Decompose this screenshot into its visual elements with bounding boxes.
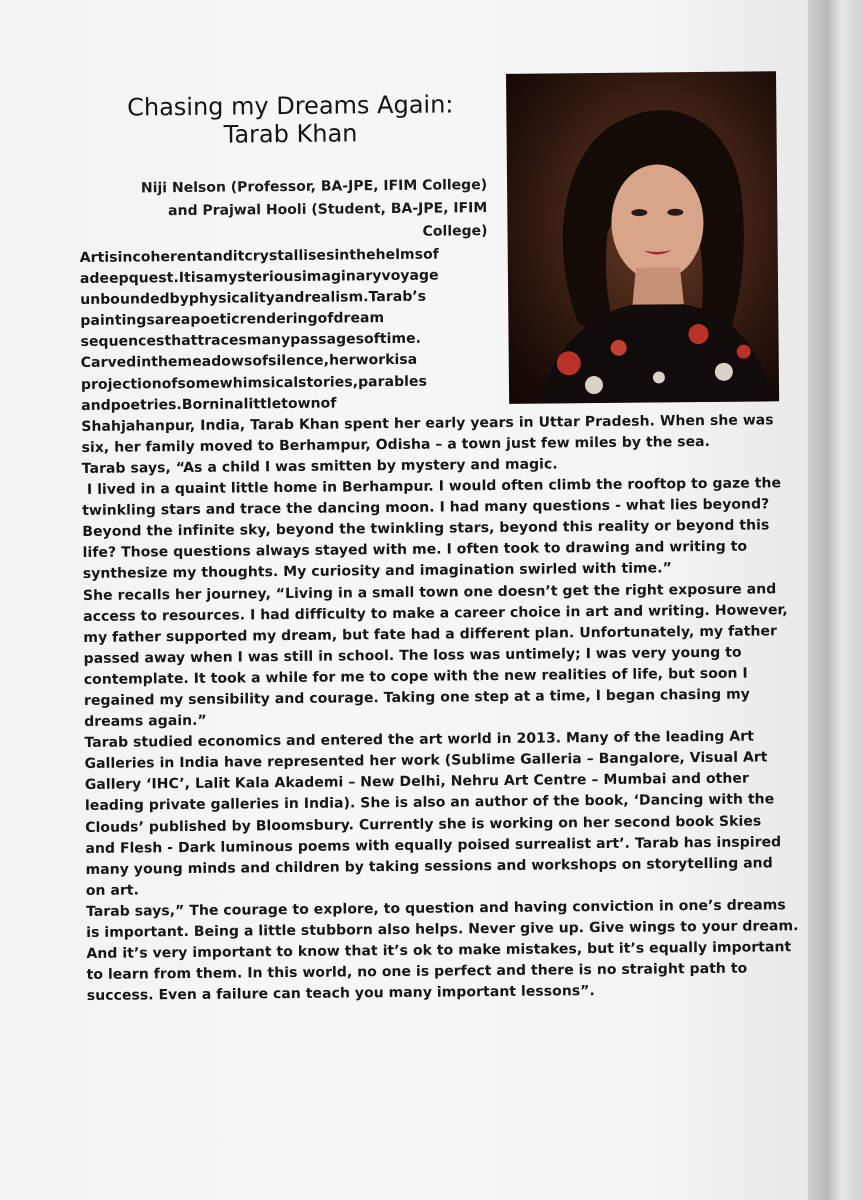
body-line: is important. Being a little stubborn also helps. Never give up. Give wings to your dream. (86, 918, 799, 941)
body-line: many young minds and children by taking sessions and workshops on storytelling and (85, 855, 773, 878)
body-line: on art. (85, 882, 140, 899)
body-line: twinkling stars and trace the dancing moon. I had many questions - what lies beyond? (82, 496, 770, 520)
body-line: unboundedbyphysicalityandrealism.Tarab’s (80, 288, 427, 309)
body-line: paintingsareapoeticrenderingofdream (80, 310, 385, 330)
article-body (80, 241, 807, 1007)
body-line: adeepquest.Itisamysteriousimaginaryvoyage (79, 267, 439, 288)
author-line-1: Niji Nelson (Professor, BA-JPE, IFIM College) (140, 177, 488, 197)
body-line: and Flesh - Dark luminous poems with equally poised surrealist art’. Tarab has inspired (85, 833, 782, 857)
article (78, 69, 799, 1005)
body-line: leading private galleries in India). She is also an author of the book, ‘Dancing with the (84, 791, 775, 815)
body-line: projectionofsomewhimsicalstories,parables (80, 373, 427, 393)
body-line: Carvedinthemeadowsofsilence,herworkisa (80, 352, 418, 372)
body-line: Tarab says,” The courage to explore, to question and having conviction in one’s dreams (85, 897, 786, 920)
body-line: And it’s very important to know that it’s ok to make mistakes, but it’s equally important (86, 939, 792, 963)
body-line: Tarab says, “As a child I was smitten by mystery and magic. (81, 456, 558, 477)
body-line: Beyond the infinite sky, beyond the twinkling stars, beyond this reality or beyond this (82, 517, 770, 541)
body-line: Gallery ‘IHC’, Lalit Kala Akademi – New Delhi, Nehru Art Centre – Mumbai and other (84, 770, 749, 794)
body-line: passed away when I was still in school. The loss was untimely; I was very young to (83, 644, 742, 667)
article-title (110, 90, 471, 149)
body-line: Galleries in India have represented her work (Sublime Galleria – Bangalore, Visual Art (84, 749, 768, 773)
body-line: to learn from them. In this world, no one is perfect and there is no straight path to (86, 960, 748, 984)
title-line-1: Chasing my Dreams Again: (127, 90, 454, 122)
body-line: success. Even a failure can teach you many important lessons”. (86, 983, 595, 1005)
body-line: Shahjahanpur, India, Tarab Khan spent her early years in Uttar Pradesh. When she was (81, 412, 774, 435)
body-line: contemplate. It took a while for me to cope with the new realities of life, but soon I (83, 665, 748, 688)
body-line: andpoetries.Borninalittletownof (81, 395, 337, 414)
body-line: She recalls her journey, “Living in a small town one doesn’t get the right exposure and (82, 580, 777, 604)
book-page-edge (808, 0, 863, 1200)
article-authors (117, 174, 488, 247)
body-line: six, her family moved to Berhampur, Odisha – a town just few miles by the sea. (81, 433, 711, 456)
body-line: synthesize my thoughts. My curiosity and imagination swirled with time.” (82, 560, 672, 583)
body-line: regained my sensibility and courage. Taking one step at a time, I began chasing my (83, 686, 751, 709)
body-line: sequencesthattracesmanypassagesoftime. (80, 331, 422, 351)
body-line: dreams again.” (84, 712, 207, 731)
body-line: Tarab studied economics and entered the art world in 2013. Many of the leading Art (84, 728, 755, 752)
body-line: Clouds’ published by Bloomsbury. Currently she is working on her second book Skies (85, 813, 762, 836)
body-line: life? Those questions always stayed with me. I often took to drawing and writing to (82, 538, 748, 562)
author-line-2: and Prajwal Hooli (Student, BA-JPE, IFIM College) (168, 200, 488, 240)
body-line: access to resources. I had difficulty to make a career choice in art and writing. However, (83, 601, 788, 625)
body-line: my father supported my dream, but fate had a different plan. Unfortunately, my father (83, 623, 777, 646)
body-line: Artisincoherentanditcrystallisesinthehelmsof (79, 246, 439, 266)
body-line: I lived in a quaint little home in Berhampur. I would often climb the rooftop to gaze the (86, 475, 782, 498)
title-line-2: Tarab Khan (223, 119, 358, 149)
